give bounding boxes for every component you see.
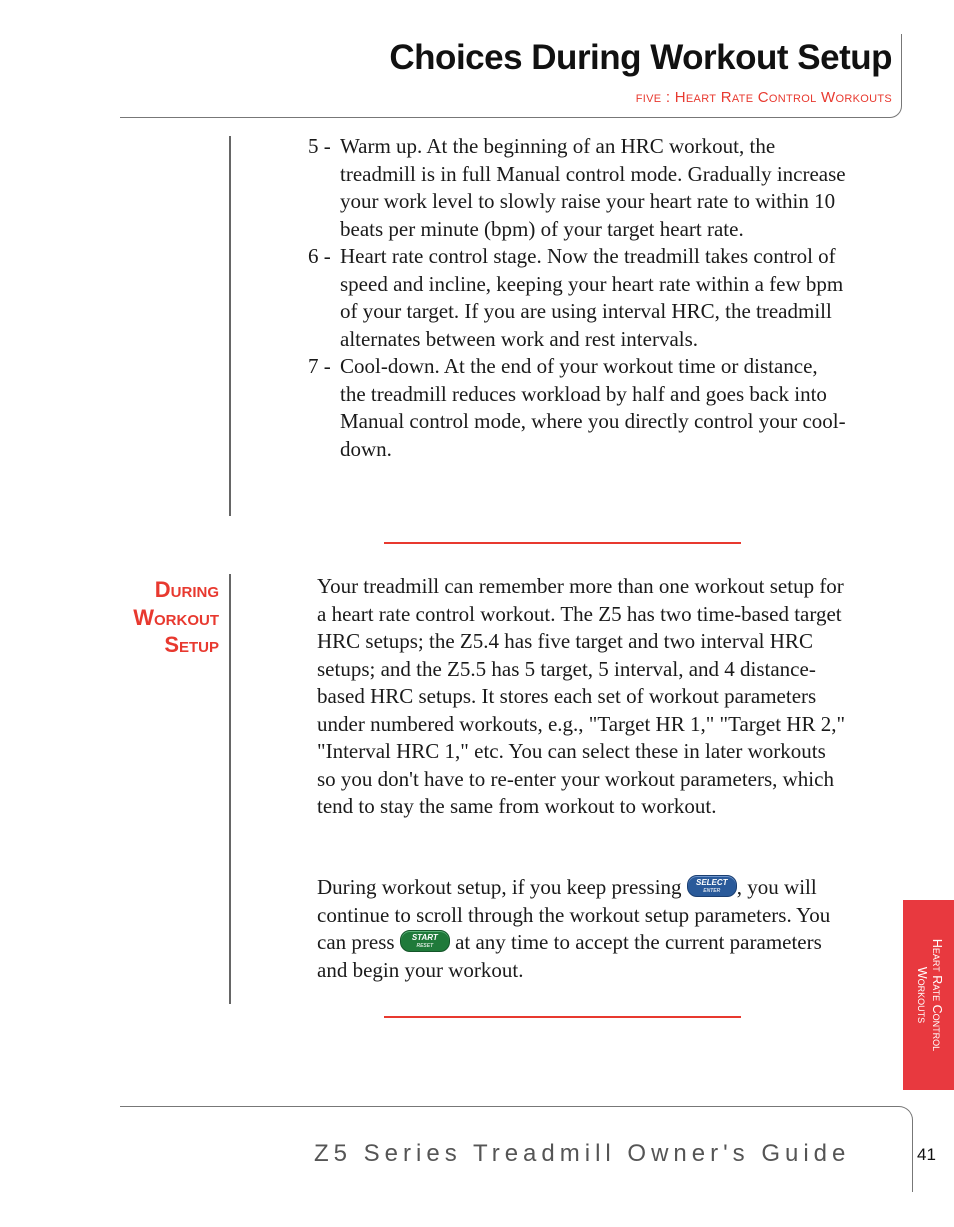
hrc-stage-list	[308, 133, 848, 463]
list-item	[308, 243, 848, 353]
start-button-icon: START RESET	[400, 930, 450, 952]
list-item	[308, 133, 848, 243]
list-item	[308, 353, 848, 463]
guide-title: Z5 Series Treadmill Owner's Guide	[314, 1140, 851, 1167]
side-tab-label: Heart Rate Control Workouts	[914, 938, 944, 1052]
chapter-side-tab	[903, 900, 954, 1090]
list-item-text: Warm up. At the beginning of an HRC workout, the treadmill is in full Manual control mode. Gradually increase your work level to slowly raise your heart rate to within 10 beats per minute (bpm) of your target heart rate.	[340, 134, 846, 241]
margin-rule-bottom	[229, 574, 231, 1004]
section-heading	[133, 576, 219, 659]
section-heading-line: Workout	[133, 604, 219, 630]
list-item-text: Cool-down. At the end of your workout time or distance, the treadmill reduces workload by half and goes back into Manual control mode, where you directly control your cool-down.	[340, 354, 846, 461]
section-heading-line: Setup	[164, 632, 219, 657]
page-title: Choices During Workout Setup	[389, 38, 892, 77]
section-divider	[384, 1016, 741, 1018]
margin-rule-top	[229, 136, 231, 516]
paragraph-text: , you will continue to scroll through the workout setup parameters. You can press	[317, 875, 831, 954]
section-heading-line: During	[154, 577, 219, 602]
section-divider	[384, 542, 741, 544]
list-item-text: Heart rate control stage. Now the treadmill takes control of speed and incline, keeping your heart rate within a few bpm of your target. If you are using interval HRC, the treadmill alternates between work and rest intervals.	[340, 244, 844, 351]
list-item-number: 7 -	[308, 354, 331, 378]
paragraph-text: at any time to accept the current parameters and begin your workout.	[317, 930, 822, 982]
select-button-icon: SELECT ENTER	[687, 875, 737, 897]
list-item-number: 5 -	[308, 134, 331, 158]
setup-navigation-paragraph	[317, 874, 847, 984]
list-item-number: 6 -	[308, 244, 331, 268]
page-number: 41	[917, 1145, 936, 1164]
chapter-subtitle: five : Heart Rate Control Workouts	[635, 89, 892, 106]
paragraph-text: During workout setup, if you keep pressing	[317, 875, 682, 899]
workout-setup-paragraph: Your treadmill can remember more than one workout setup for a heart rate control workout. The Z5 has two time-based target HRC setups; the Z5.4 has five target and two interval HRC setups; and the Z5.5 has 5 target, 5 interval, and 4 distance-based HRC setups. It stores each set of workout parameters under numbered workouts, e.g., "Target HR 1," "Target HR 2," "Interval HRC 1," etc. You can select these in later workouts so you don't have to re-enter your workout parameters, which tend to stay the same from workout to workout.	[317, 574, 846, 818]
